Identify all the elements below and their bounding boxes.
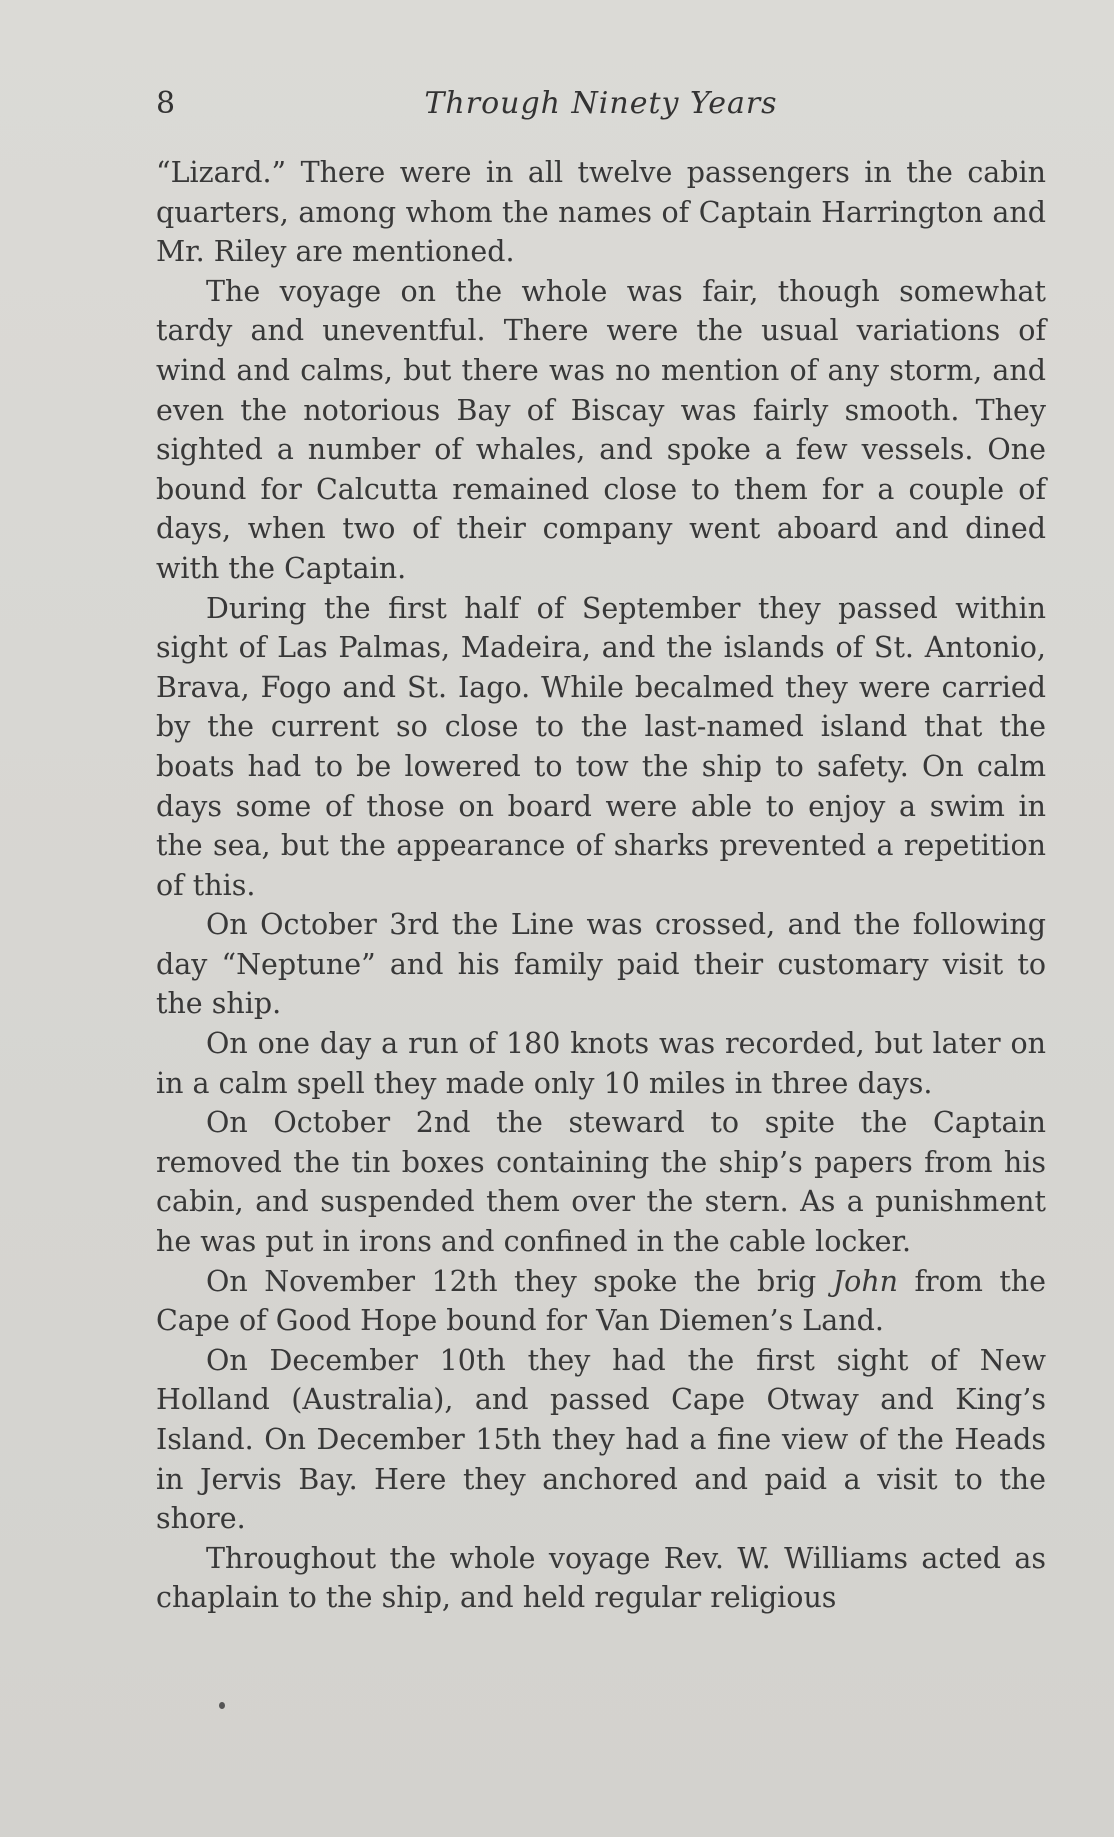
paragraph-line-crossed: On October 3rd the Line was crossed, and the following day “Neptune” and his family paid their customary visit to the ship. xyxy=(156,908,1046,1021)
running-title: Through Ninety Years xyxy=(424,86,778,121)
paragraph-lizard: “Lizard.” There were in all twelve passengers in the cabin quarters, among whom the names of Captain Harrington and Mr. Riley are mentioned. xyxy=(156,156,1046,269)
paragraph-september: During the first half of September they passed within sight of Las Palmas, Madeira, and the islands of St. Antonio, Brava, Fogo and St. Iago. While becalmed they were carried by the current so close to the last-named island that the boats had to be lowered to tow the ship to safety. On calm days some of those on board were able to enjoy a swim in the sea, but the appearance of sharks prevented a repetition of this. xyxy=(156,591,1046,902)
ship-name-john: John xyxy=(832,1264,899,1298)
page-header xyxy=(156,86,1046,136)
paragraph-brig-john xyxy=(156,1262,1046,1341)
paragraph-steward: On October 2nd the steward to spite the Captain removed the tin boxes containing the ship’s papers from his cabin, and suspended them over the stern. As a punishment he was put in irons and confined in the cable locker. xyxy=(156,1106,1046,1259)
brig-text-after: from the Cape of Good Hope bound for Van Diemen’s Land. xyxy=(156,1264,1046,1338)
paragraph-chaplain: Throughout the whole voyage Rev. W. Williams acted as chaplain to the ship, and held regular religious xyxy=(156,1541,1046,1615)
body-text xyxy=(156,153,1046,1618)
paragraph-knots: On one day a run of 180 knots was recorded, but later on in a calm spell they made only 10 miles in three days. xyxy=(156,1027,1046,1100)
page-number: 8 xyxy=(156,86,176,121)
paragraph-voyage: The voyage on the whole was fair, though somewhat tardy and uneventful. There were the usual variations of wind and calms, but there was no mention of any storm, and even the notorious Bay of Biscay was fairly smooth. They sighted a number of whales, and spoke a few vessels. One bound for Calcutta remained close to them for a couple of days, when two of their company went aboard and dined with the Captain. xyxy=(156,274,1046,585)
paragraph-new-holland: On December 10th they had the first sight of New Holland (Australia), and passed Cape Otway and King’s Island. On December 15th they had a fine view of the Heads in Jervis Bay. Here they anchored and paid a visit to the shore. xyxy=(156,1343,1046,1536)
ink-speck xyxy=(219,1702,225,1709)
brig-text-before: On November 12th they spoke the brig xyxy=(206,1264,833,1298)
